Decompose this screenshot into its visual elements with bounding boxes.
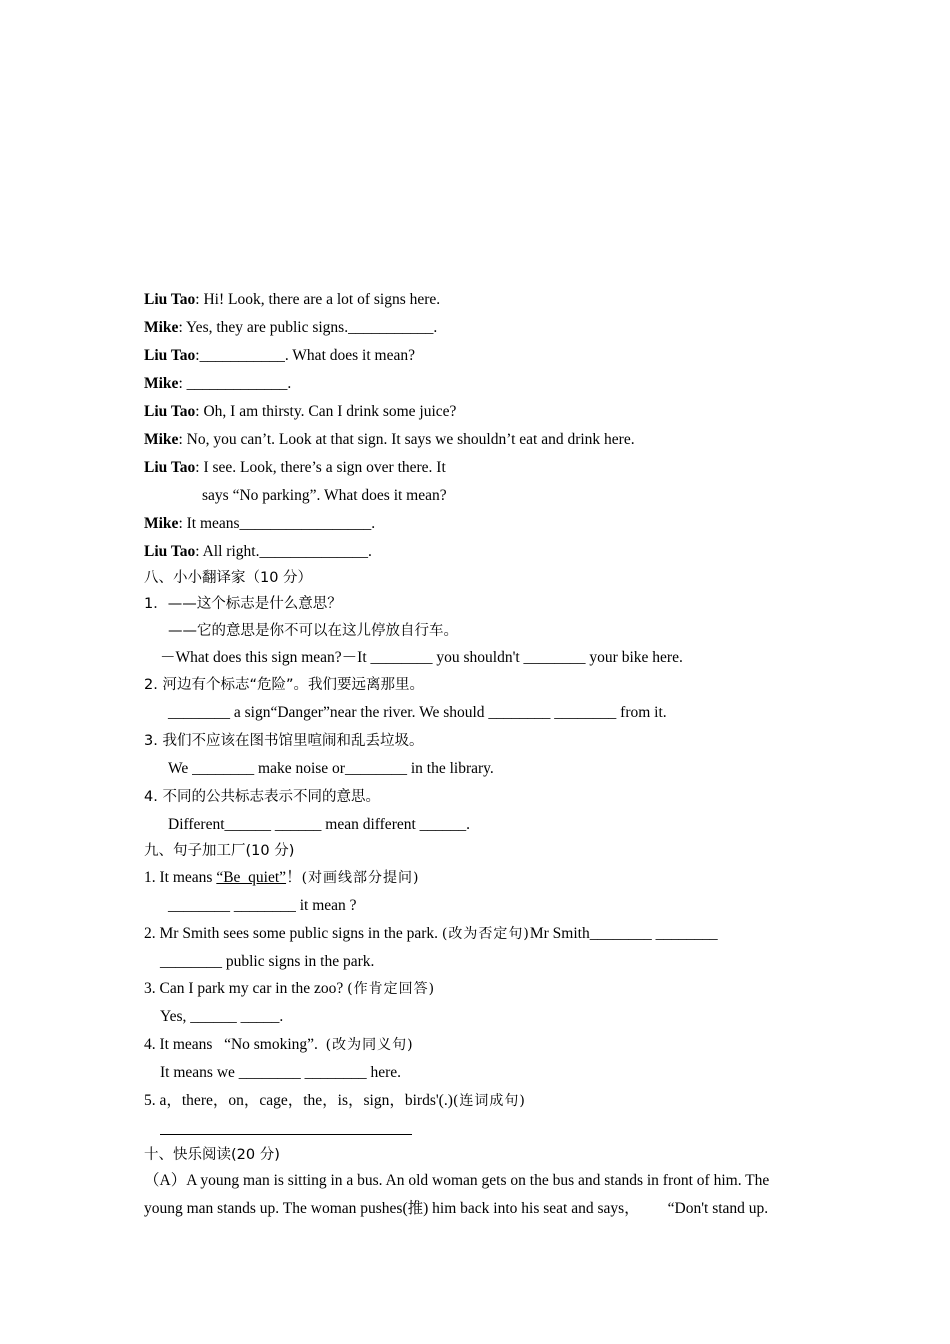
section-8-q1-en: －What does this sign mean?－It ________ you shouldn't ________ your bike here. bbox=[160, 649, 683, 666]
q2-suffix: Mr Smith________ ________ bbox=[529, 925, 718, 942]
utterance: : No, you can’t. Look at that sign. It says we shouldn’t eat and drink here. bbox=[178, 431, 635, 448]
utterance: : _____________. bbox=[178, 375, 292, 392]
q3-hint: (作肯定回答) bbox=[347, 981, 436, 997]
speaker: Liu Tao bbox=[144, 347, 196, 364]
section-9-q4 bbox=[144, 1035, 414, 1055]
q2-hint: (改为否定句) bbox=[441, 926, 530, 942]
section-8-q1-cn-a: 1．——这个标志是什么意思？ bbox=[144, 596, 342, 612]
q1-prefix: 1. It means bbox=[144, 869, 217, 886]
section-8-q3-en: We ________ make noise or________ in the library. bbox=[168, 760, 494, 777]
dialogue-line-2 bbox=[144, 318, 437, 338]
q5-answer-line bbox=[160, 1134, 412, 1135]
q4-hint: (改为同义句) bbox=[325, 1037, 414, 1053]
section-8-q4-en: Different______ ______ mean different ______. bbox=[168, 816, 471, 833]
section-9-q2-answer: ________ public signs in the park. bbox=[160, 953, 375, 970]
utterance: : Yes, they are public signs.___________. bbox=[178, 319, 438, 336]
utterance: : All right.______________. bbox=[195, 543, 372, 560]
reading-line-2-b: “Don't stand up. bbox=[667, 1200, 769, 1217]
dialogue-line-10 bbox=[144, 542, 372, 562]
speaker: Liu Tao bbox=[144, 291, 196, 308]
section-8-title: 八、小小翻译家（10 分） bbox=[144, 570, 313, 586]
reading-line-2 bbox=[144, 1199, 768, 1219]
section-8-q2-cn: 2. 河边有个标志“危险”。我们要远离那里。 bbox=[144, 677, 424, 693]
section-9-q1 bbox=[144, 868, 420, 888]
section-9-title: 九、句子加工厂(10 分) bbox=[144, 843, 295, 859]
section-9-q1-answer: ________ ________ it mean ? bbox=[168, 897, 357, 914]
dialogue-line-9 bbox=[144, 514, 375, 534]
section-9-q4-answer: It means we ________ ________ here. bbox=[160, 1064, 402, 1081]
dialogue-line-8 bbox=[202, 486, 447, 506]
speaker: Liu Tao bbox=[144, 459, 196, 476]
speaker: Mike bbox=[144, 515, 179, 532]
section-9-q5 bbox=[144, 1091, 526, 1111]
reading-line-1: （A）A young man is sitting in a bus. An old woman gets on the bus and stands in front of him. The bbox=[144, 1172, 770, 1189]
utterance: : I see. Look, there’s a sign over there. It bbox=[195, 459, 446, 476]
dialogue-line-4 bbox=[144, 374, 291, 394]
dialogue-line-3 bbox=[144, 346, 415, 366]
speaker: Mike bbox=[144, 431, 179, 448]
q5-hint: (连词成句) bbox=[452, 1093, 526, 1109]
q1-underlined-phrase: “Be quiet” bbox=[216, 869, 287, 886]
speaker: Mike bbox=[144, 375, 179, 392]
speaker: Liu Tao bbox=[144, 403, 196, 420]
section-8-q1-cn-b: ——它的意思是你不可以在这儿停放自行车。 bbox=[168, 623, 458, 639]
q3-prefix: 3. Can I park my car in the zoo? bbox=[144, 980, 348, 997]
section-8-q2-en: ________ a sign“Danger”near the river. We should ________ ________ from it. bbox=[168, 704, 667, 721]
utterance: :___________. What does it mean? bbox=[195, 347, 415, 364]
q5-prefix: 5. a，there，on，cage，the，is，sign，birds'(.) bbox=[144, 1092, 453, 1109]
dialogue-line-6 bbox=[144, 430, 635, 450]
dialogue-line-1 bbox=[144, 290, 440, 310]
speaker: Liu Tao bbox=[144, 543, 196, 560]
q1-hint: (对画线部分提问) bbox=[301, 870, 420, 886]
q1-suffix: ！ bbox=[286, 869, 302, 886]
section-9-q3 bbox=[144, 979, 435, 999]
dialogue-line-5 bbox=[144, 402, 456, 422]
reading-line-2-a: young man stands up. The woman pushes(推) him back into his seat and says， bbox=[144, 1200, 640, 1217]
section-10-title: 十、快乐阅读(20 分) bbox=[144, 1147, 280, 1163]
section-8-q3-cn: 3. 我们不应该在图书馆里喧闹和乱丢垃圾。 bbox=[144, 733, 424, 749]
utterance: : Hi! Look, there are a lot of signs here. bbox=[195, 291, 441, 308]
q4-prefix: 4. It means “No smoking”. bbox=[144, 1036, 326, 1053]
speaker: Mike bbox=[144, 319, 179, 336]
utterance: says “No parking”. What does it mean? bbox=[202, 487, 447, 504]
dialogue-line-7 bbox=[144, 458, 446, 478]
utterance: : It means_________________. bbox=[178, 515, 376, 532]
q2-prefix: 2. Mr Smith sees some public signs in the park. bbox=[144, 925, 442, 942]
utterance: : Oh, I am thirsty. Can I drink some juice? bbox=[195, 403, 457, 420]
section-9-q2 bbox=[144, 924, 718, 944]
section-8-q4-cn: 4. 不同的公共标志表示不同的意思。 bbox=[144, 789, 380, 805]
section-9-q3-answer: Yes, ______ _____. bbox=[160, 1008, 284, 1025]
